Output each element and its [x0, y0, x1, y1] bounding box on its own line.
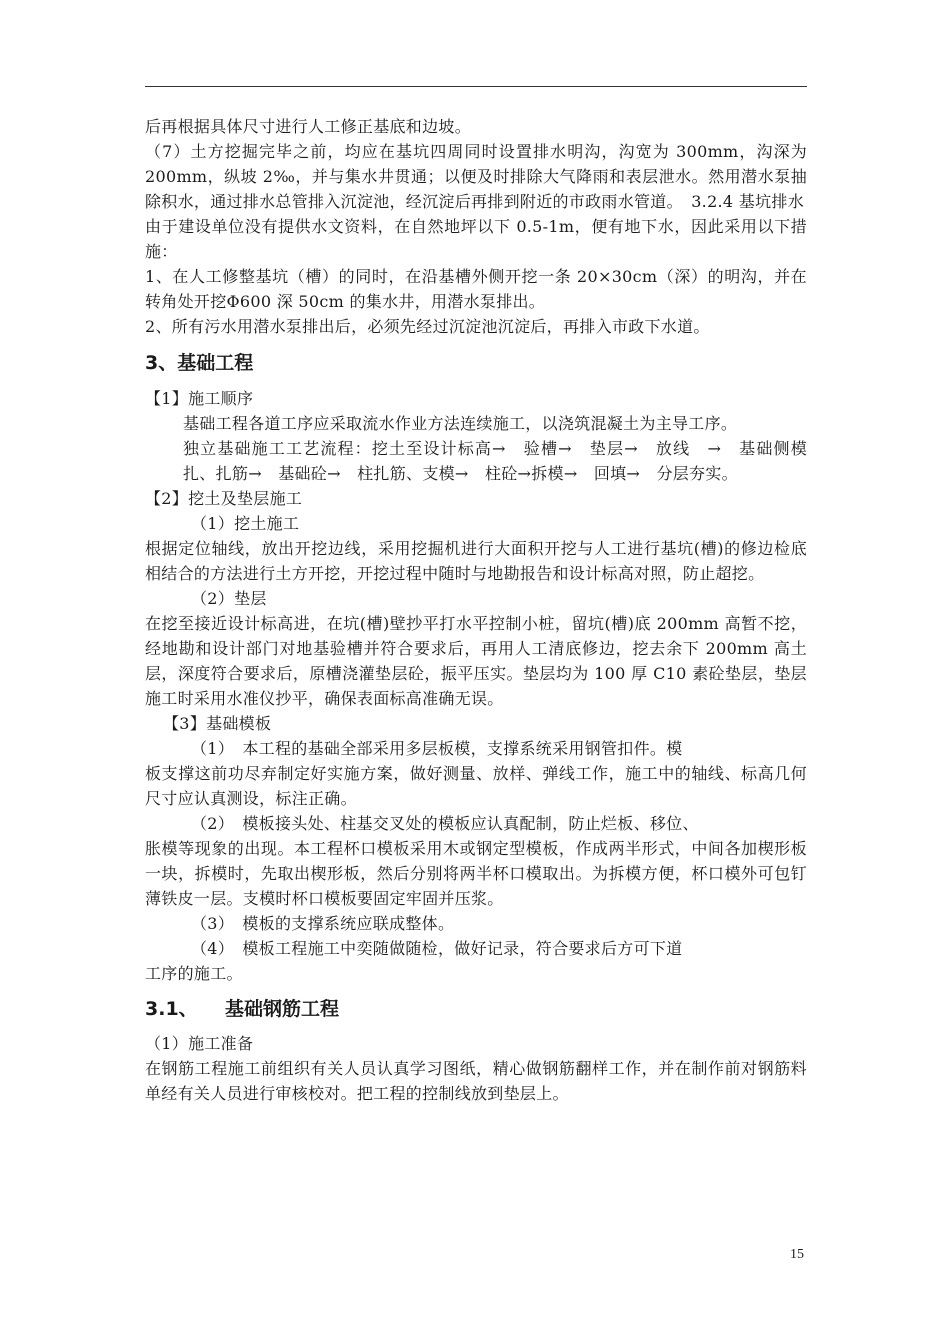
- paragraph: 独立基础施工工艺流程：挖土至设计标高→ 验槽→ 垫层→ 放线 → 基础侧模扎、扎筋→ 基础砼→ 柱扎筋、支模→ 柱砼→拆模→ 回填→ 分层夯实。: [183, 439, 807, 483]
- subsection-heading: [145, 994, 807, 1024]
- page-body: [145, 114, 807, 1106]
- paragraph: 根据定位轴线，放出开挖边线，采用挖掘机进行大面积开挖与人工进行基坑(槽)的修边检底相结合的方法进行土方开挖，开挖过程中随时与地勘报告和设计标高对照，防止超挖。: [145, 539, 807, 583]
- paragraph: （7）土方挖掘完毕之前，均应在基坑四周同时设置排水明沟，沟宽为 300mm，沟深为 200mm，纵坡 2‰，并与集水井贯通；以便及时排除大气降雨和表层泄水。然用潜水泵抽除积水，通过排水总管排入沉淀池，经沉淀后再排到附近的市政雨水管道。 3.2.4 基坑排水: [145, 142, 807, 211]
- paragraph: （1）施工准备: [145, 1034, 254, 1053]
- paragraph: （2） 模板接头处、柱基交叉处的模板应认真配制，防止烂板、移位、: [191, 814, 699, 833]
- paragraph: 胀模等现象的出现。本工程杯口模板采用木或钢定型模板，作成两半形式，中间各加楔形板一块，拆模时，先取出楔形板，然后分别将两半杯口模取出。为拆模方便，杯口模外可包钉薄铁皮一层。支模时杯口模板要固定牢固并压浆。: [145, 839, 807, 908]
- section-heading: 3、基础工程: [145, 352, 254, 374]
- paragraph: （4） 模板工程施工中奕随做随检，做好记录，符合要求后方可下道: [191, 939, 683, 958]
- paragraph: 工序的施工。: [145, 964, 243, 983]
- header-rule: [145, 86, 807, 87]
- paragraph: 基础工程各道工序应采取流水作业方法连续施工，以浇筑混凝土为主导工序。: [183, 414, 738, 433]
- subsection-number: 3.1、: [145, 998, 198, 1020]
- paragraph: （1） 本工程的基础全部采用多层板模，支撑系统采用钢管扣件。模: [191, 739, 683, 758]
- paragraph: （2）垫层: [191, 589, 267, 608]
- subsection-title: 基础钢筋工程: [225, 998, 340, 1020]
- paragraph: 【1】施工顺序: [145, 389, 254, 408]
- paragraph: 2、所有污水用潜水泵排出后，必须先经过沉淀池沉淀后，再排入市政下水道。: [145, 317, 710, 336]
- paragraph: 【2】挖土及垫层施工: [145, 489, 303, 508]
- paragraph: （3） 模板的支撑系统应联成整体。: [191, 914, 455, 933]
- paragraph: 1、在人工修整基坑（槽）的同时，在沿基槽外侧开挖一条 20×30cm（深）的明沟，并在转角处开挖Φ600 深 50cm 的集水井，用潜水泵排出。: [145, 267, 807, 311]
- paragraph: 在挖至接近设计标高进，在坑(槽)壁抄平打水平控制小桩，留坑(槽)底 200mm 高暂不挖，经地勘和设计部门对地基验槽并符合要求后，再用人工清底修边，挖去余下 200mm 高土层，深度符合要求后，原槽浇灌垫层砼，振平压实。垫层均为 100 厚 C10 素砼垫层，垫层施工时采用水准仪抄平，确保表面标高准确无误。: [145, 614, 807, 708]
- paragraph: （1）挖土施工: [191, 514, 300, 533]
- paragraph: 在钢筋工程施工前组织有关人员认真学习图纸，精心做钢筋翻样工作，并在制作前对钢筋料单经有关人员进行审核校对。把工程的控制线放到垫层上。: [145, 1059, 807, 1103]
- paragraph: 【3】基础模板: [163, 714, 272, 733]
- paragraph: 板支撑这前功尽弃制定好实施方案，做好测量、放样、弹线工作，施工中的轴线、标高几何尺寸应认真测设，标注正确。: [145, 764, 807, 808]
- paragraph: 由于建设单位没有提供水文资料，在自然地坪以下 0.5-1m，便有地下水，因此采用以下措施：: [145, 217, 807, 261]
- paragraph: 后再根据具体尺寸进行人工修正基底和边坡。: [145, 117, 472, 136]
- page-number: 15: [790, 1247, 804, 1262]
